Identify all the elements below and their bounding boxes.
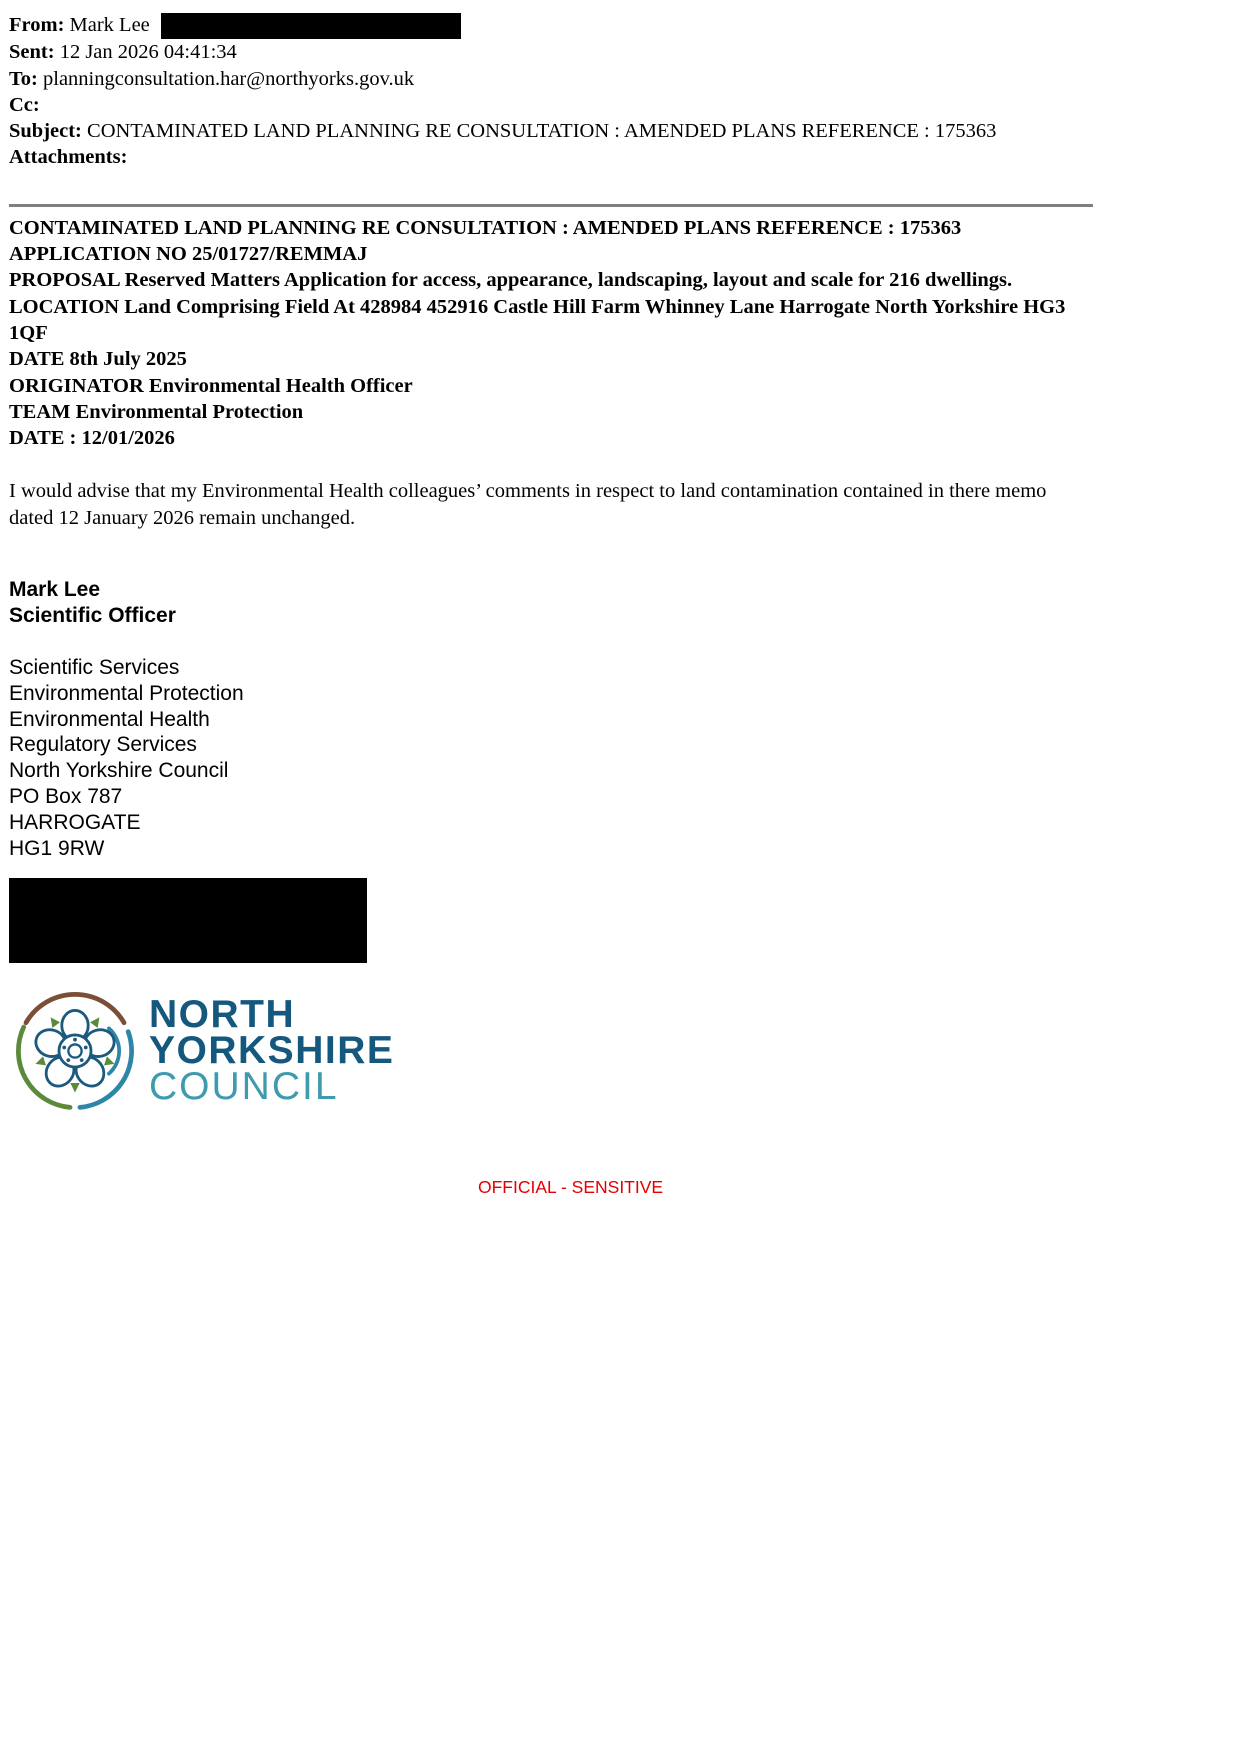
- team-line: TEAM Environmental Protection: [9, 400, 304, 423]
- redacted-block: [9, 878, 367, 963]
- date-line: DATE 8th July 2025: [9, 348, 187, 371]
- body-paragraph: I would advise that my Environmental Health colleagues’ comments in respect to land contamination contained in there memo dated 12 January 2026 remain unchanged.: [9, 480, 1047, 529]
- rose-center: [68, 1045, 81, 1058]
- location-line: LOCATION Land Comprising Field At 428984 452916 Castle Hill Farm Whinney Lane Harrogate North Yorkshire HG3 1QF: [9, 295, 1066, 344]
- classification-marking: OFFICIAL - SENSITIVE: [478, 1177, 664, 1198]
- subject-value: CONTAMINATED LAND PLANNING RE CONSULTATION : AMENDED PLANS REFERENCE : 175363: [87, 120, 997, 143]
- response-date-line: DATE : 12/01/2026: [9, 427, 175, 450]
- signature-address: [9, 655, 1093, 861]
- header-divider: [9, 204, 1093, 207]
- attachments-label: Attachments:: [9, 146, 128, 169]
- originator-line: ORIGINATOR Environmental Health Officer: [9, 374, 413, 397]
- address-line: HG1 9RW: [9, 836, 105, 860]
- sent-value: 12 Jan 2026 04:41:34: [59, 41, 237, 64]
- redacted-block: [161, 13, 461, 39]
- email-header-block: [9, 12, 1093, 171]
- header-row-cc: [9, 92, 1093, 118]
- logo-text-yorkshire: YORKSHIRE: [149, 1029, 395, 1073]
- header-row-sent: [9, 39, 1093, 65]
- address-line: North Yorkshire Council: [9, 759, 229, 783]
- white-rose-icon: [9, 985, 141, 1117]
- header-row-to: [9, 66, 1093, 92]
- header-row-from: [9, 12, 1093, 39]
- address-line: Environmental Health: [9, 707, 210, 731]
- north-yorkshire-council-logo: [9, 985, 1093, 1117]
- consultation-details: [9, 215, 1093, 452]
- address-line: Regulatory Services: [9, 733, 197, 757]
- signature-block: [9, 577, 1093, 861]
- cc-label: Cc:: [9, 93, 40, 116]
- subject-label: Subject:: [9, 120, 82, 143]
- address-line: Scientific Services: [9, 656, 180, 680]
- from-value: Mark Lee: [69, 14, 150, 36]
- header-row-subject: [9, 118, 1093, 144]
- consultation-title-line: CONTAMINATED LAND PLANNING RE CONSULTATION : AMENDED PLANS REFERENCE : 175363: [9, 216, 962, 239]
- sent-label: Sent:: [9, 41, 55, 64]
- from-label: From:: [9, 14, 65, 36]
- header-row-attachments: [9, 144, 1093, 170]
- application-no-line: APPLICATION NO 25/01727/REMMAJ: [9, 243, 368, 266]
- logo-text-north: NORTH: [149, 993, 296, 1037]
- to-value: planningconsultation.har@northyorks.gov.uk: [43, 67, 415, 90]
- address-line: PO Box 787: [9, 785, 123, 809]
- signature-title: Scientific Officer: [9, 604, 176, 628]
- to-label: To:: [9, 67, 38, 90]
- address-line: Environmental Protection: [9, 681, 244, 705]
- proposal-line: PROPOSAL Reserved Matters Application for access, appearance, landscaping, layout and scale for 216 dwellings.: [9, 269, 1013, 292]
- logo-wordmark: [149, 993, 395, 1109]
- signature-name: Mark Lee: [9, 578, 101, 602]
- logo-text-council: COUNCIL: [149, 1065, 339, 1109]
- address-line: HARROGATE: [9, 810, 141, 834]
